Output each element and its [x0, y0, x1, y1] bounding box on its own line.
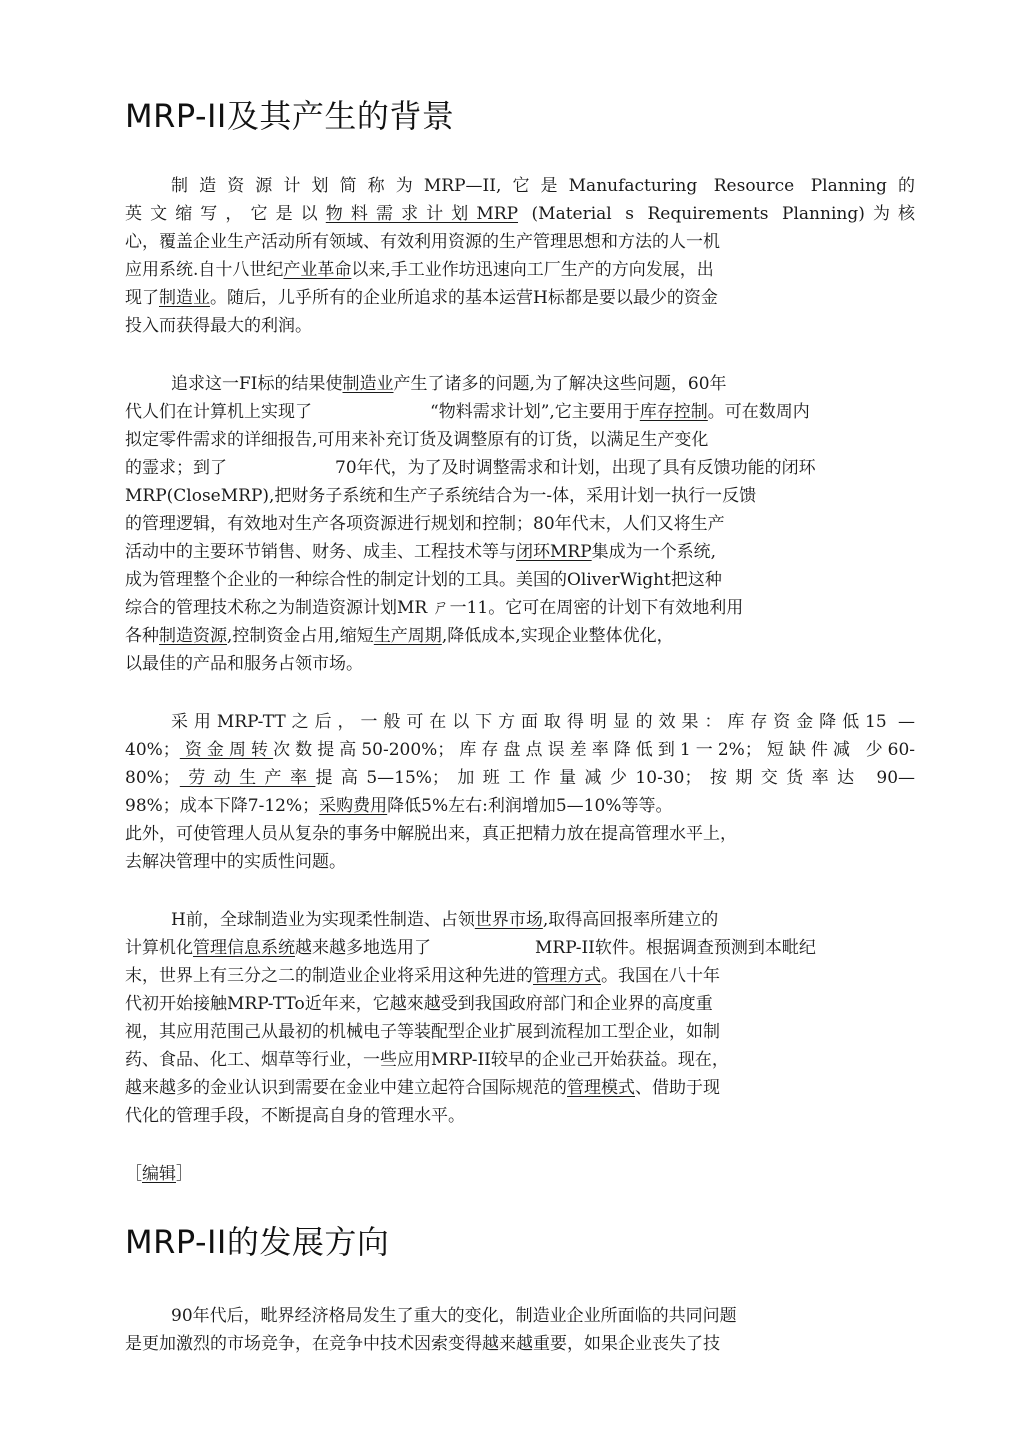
text-line — [125, 764, 915, 792]
text-line — [125, 1074, 915, 1102]
text-run: ,取得高回报率所建立的 — [542, 910, 719, 930]
text-run: 越来越多地选用了 — [295, 938, 431, 958]
text-run: 活动中的主要环节销售、财务、成圭、工程技术等与 — [125, 542, 516, 562]
text-run: ,控制资金占用,缩短 — [227, 626, 374, 646]
link-world-market[interactable]: 世界市场 — [474, 910, 543, 930]
text-run: Planning的 — [810, 176, 915, 196]
text-run: “物料需求计划” — [430, 402, 550, 422]
text-line — [125, 538, 915, 566]
text-line: 代化的管理手段，不断提高自身的管理水平。 — [125, 1106, 465, 1126]
link-closed-loop-mrp[interactable]: 闭环MRP — [516, 542, 592, 562]
text-run: (Material — [531, 204, 612, 224]
text-line: 代初开始接触MRP-TTo近年来，它越來越受到我国政府部门和企业界的高度重 — [125, 994, 713, 1014]
text-run: Requirements — [647, 204, 769, 224]
text-run: 少60- — [865, 740, 915, 760]
text-line: 药、食品、化工、烟草等行业，一些应用MRP-II较早的企业己开始获益。现在， — [125, 1050, 729, 1070]
text-line — [125, 708, 915, 736]
text-run: MRP-II软件。根据调查预测到本毗纪 — [535, 938, 816, 958]
link-industrial-revolution[interactable]: 产业革命 — [283, 260, 352, 280]
text-run: 制造资源计划简称为MRP—II,它是Manufacturing — [171, 176, 698, 196]
text-run: 90— — [876, 768, 915, 788]
link-inventory-control[interactable]: 库存控制 — [639, 402, 708, 422]
section-title-mrp-ii-direction: MRP-II的发展方向 — [125, 1223, 390, 1261]
text-line: 成为管理整个企业的一种综合性的制定计划的工具。美国的OliverWight把这种 — [125, 570, 722, 590]
text-run: 越来越多的金业认识到需要在金业中建立起符合国际规范的 — [125, 1078, 567, 1098]
text-run: — — [898, 712, 915, 732]
text-run: 80%； — [125, 768, 180, 788]
bracket-close: ］ — [176, 1164, 193, 1184]
link-labor-productivity[interactable]: 劳动生产率 — [179, 768, 316, 788]
text-run: 70年代，为了及时调整需求和计划，出现了具有反馈功能的闭环 — [335, 458, 816, 478]
text-run: 计算机化 — [125, 938, 193, 958]
text-run: 采用MRP-TT之后，一般可在以下方面取得明显的效果：库存资金降低15 — [171, 712, 887, 732]
link-purchasing-cost[interactable]: 采购费用 — [319, 796, 388, 816]
paragraph-definition — [125, 172, 915, 340]
paragraph-history — [125, 370, 915, 678]
text-line: 的管理逻辑，有效地对生产各项资源进行规划和控制；80年代末，人们又将生产 — [125, 514, 725, 534]
text-run: 。可在数周内 — [707, 402, 810, 422]
text-run: 40%； — [125, 740, 180, 760]
text-run: 产生了诸多的问题,为了解决这些问题，60年 — [393, 374, 727, 394]
text-line: 此外，可使管理人员从复杂的事务中解脱出来，真正把精力放在提高管理水平上， — [125, 824, 737, 844]
text-line: MRP(CloseMRP),把财务子系统和生产子系统结合为一-体，采用计划一执行一反馈 — [125, 486, 757, 506]
text-line — [125, 736, 915, 764]
text-line: 综合的管理技术称之为制造资源计划MR ㄕ一11。它可在周密的计划下有效地利用 — [125, 598, 744, 618]
link-mrp[interactable]: 物料需求计划MRP — [325, 204, 519, 224]
text-run: Resource — [713, 176, 795, 196]
text-run: H前，全球制造业为实现柔性制造、占领 — [171, 910, 475, 930]
text-run: 各种 — [125, 626, 159, 646]
text-line: 心，覆盖企业生产活动所有领域、有效利用资源的生产管理思想和方法的人一机 — [125, 232, 720, 252]
link-management-model[interactable]: 管理模式 — [567, 1078, 635, 1098]
text-run: 98%；成本下降7-12%； — [125, 796, 320, 816]
text-line — [125, 792, 915, 820]
text-run: 应用系统.自十八世纪 — [125, 260, 284, 280]
text-run: 集成为一个系统, — [591, 542, 717, 562]
text-run: s — [625, 204, 634, 224]
link-capital-turnover[interactable]: 资金周转 — [179, 740, 274, 760]
paragraph-adoption — [125, 906, 915, 1130]
text-line — [125, 934, 915, 962]
edit-link[interactable]: 编辑 — [142, 1164, 176, 1184]
text-run: 次数提高50-200%；库存盘点误差率降低到1一2%；短缺件减 — [273, 740, 856, 760]
paragraph-benefits — [125, 708, 915, 876]
text-run: 代人们在计算机上实现了 — [125, 402, 312, 422]
text-line — [125, 256, 915, 284]
text-run: 末，世界上有三分之二的制造业企业将采用这种先进的 — [125, 966, 533, 986]
text-run: 。随后，儿乎所有的企业所追求的基本运营H标都是要以最少的资金 — [210, 288, 718, 308]
bracket-open: ［ — [125, 1164, 142, 1184]
link-production-cycle[interactable]: 生产周期 — [373, 626, 442, 646]
link-manufacturing[interactable]: 制造业 — [342, 374, 394, 394]
text-run: 、借助于现 — [635, 1078, 720, 1098]
section-title-mrp-ii-background: MRP-II及其产生的背景 — [125, 97, 455, 135]
link-mis[interactable]: 管理信息系统 — [193, 938, 295, 958]
text-line — [125, 284, 915, 312]
text-run: 现了 — [125, 288, 159, 308]
link-manufacturing[interactable]: 制造业 — [159, 288, 210, 308]
text-run: 的霊求；到了 — [125, 458, 227, 478]
text-line — [125, 622, 915, 650]
edit-section-link — [125, 1160, 193, 1188]
text-line — [125, 906, 915, 934]
text-line — [125, 454, 915, 482]
text-line — [125, 172, 915, 200]
text-line — [125, 398, 915, 426]
text-line: 90年代后，毗界经济格局发生了重大的变化，制造业企业所面临的共同问题 — [171, 1306, 737, 1326]
text-line: 投入而获得最大的利润。 — [125, 316, 312, 336]
text-line: 去解决管理中的实质性问题。 — [125, 852, 346, 872]
paragraph-direction — [125, 1302, 915, 1358]
text-line — [125, 370, 915, 398]
text-run: 提高5—15%；加班工作量减少10-30；按期交货率达 — [315, 768, 863, 788]
link-manufacturing-resources[interactable]: 制造资源 — [159, 626, 227, 646]
text-run: ,降低成本,实现企业整体优化， — [441, 626, 674, 646]
text-line: 视，其应用范围己从最初的机械电子等装配型企业扩展到流程加工型企业，如制 — [125, 1022, 720, 1042]
text-run: 以来,手工业作坊迅速向工厂生产的方向发展，出 — [351, 260, 714, 280]
text-run: 降低5%左右:利润增加5—10%等等。 — [387, 796, 673, 816]
text-run: 。我国在八十年 — [601, 966, 720, 986]
text-line: 以最佳的产品和服务占领市场。 — [125, 654, 363, 674]
text-run: 追求这一FI标的结果使 — [171, 374, 343, 394]
text-run: 英文缩写，它是以 — [125, 204, 326, 224]
text-line — [125, 200, 915, 228]
text-line: 是更加激烈的市场竞争，在竞争中技术因索变得越来越重要，如果企业丧失了技 — [125, 1334, 720, 1354]
text-run: Planning)为核 — [782, 204, 915, 224]
text-run: ,它主要用于 — [549, 402, 640, 422]
link-management-method[interactable]: 管理方式 — [533, 966, 601, 986]
text-line — [125, 962, 915, 990]
text-line: 拟定零件需求的详细报告,可用来补充订货及调整原有的订货，以满足生产变化 — [125, 430, 709, 450]
